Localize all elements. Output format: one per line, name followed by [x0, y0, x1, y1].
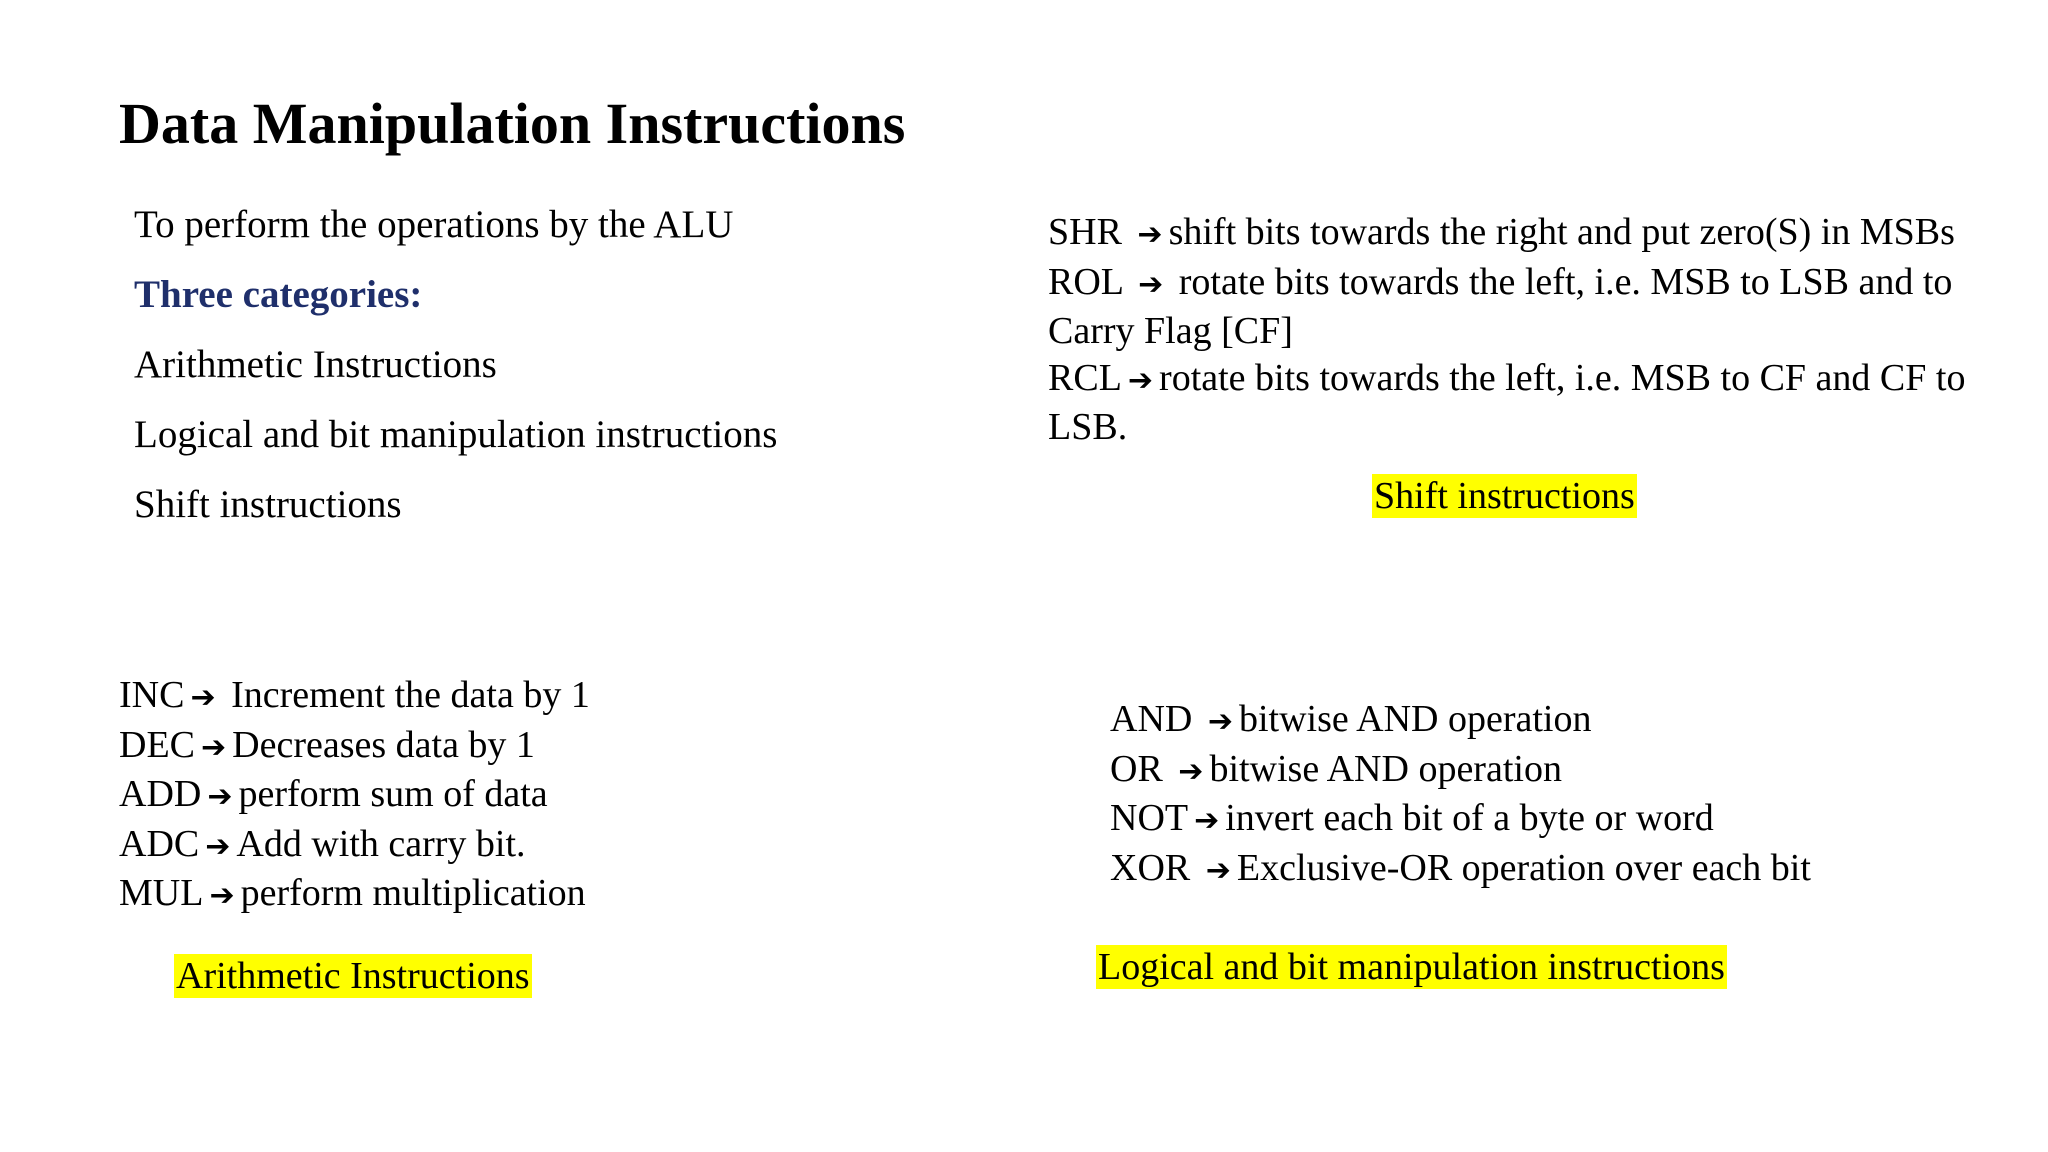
arith-item-mul: [119, 870, 590, 920]
op-description: perform multiplication: [240, 872, 586, 914]
op-description: invert each bit of a byte or word: [1225, 797, 1714, 839]
op-code: MUL: [119, 872, 204, 914]
logic-item-xor: [1110, 845, 1811, 895]
intro-line: To perform the operations by the ALU: [134, 203, 734, 246]
right-arrow-icon: ➔: [1127, 362, 1154, 398]
arith-item-add: [119, 771, 590, 821]
slide-title: Data Manipulation Instructions: [119, 91, 906, 156]
logic-item-not: [1110, 795, 1811, 845]
right-arrow-icon: ➔: [207, 779, 233, 814]
op-description: Add with carry bit.: [236, 822, 526, 865]
op-code: RCL: [1048, 356, 1122, 399]
arithmetic-instructions-list: [119, 672, 590, 920]
intro-section: [134, 190, 777, 540]
op-code: ADC: [119, 822, 200, 865]
op-description: Decreases data by 1: [232, 723, 535, 766]
logic-item-and: [1110, 696, 1811, 746]
arith-item-dec: [119, 722, 590, 772]
right-arrow-icon: ➔: [205, 828, 231, 864]
arithmetic-instructions-label: Arithmetic Instructions: [176, 955, 530, 997]
arith-item-inc: [119, 672, 590, 722]
op-description: rotate bits towards the left, i.e. MSB to CF and CF to LSB.: [1048, 356, 1966, 448]
logical-instructions-list: [1110, 696, 1811, 894]
op-description: bitwise AND operation: [1238, 698, 1592, 740]
right-arrow-icon: ➔: [1178, 753, 1204, 789]
shift-item-shr: [1048, 209, 2008, 259]
op-code: SHR: [1048, 211, 1122, 253]
op-code: NOT: [1110, 797, 1189, 839]
op-code: XOR: [1110, 846, 1191, 889]
right-arrow-icon: ➔: [201, 729, 227, 765]
shift-instructions-list: [1048, 209, 2008, 451]
right-arrow-icon: ➔: [1194, 803, 1220, 838]
op-code: AND: [1110, 698, 1193, 740]
shift-item-rol: [1048, 259, 2008, 355]
right-arrow-icon: ➔: [1138, 266, 1164, 302]
right-arrow-icon: ➔: [1207, 704, 1233, 739]
logical-instructions-label: Logical and bit manipulation instructions: [1098, 946, 1725, 988]
right-arrow-icon: ➔: [190, 680, 216, 715]
op-description: Exclusive-OR operation over each bit: [1236, 846, 1811, 889]
category-item-shift: Shift instructions: [134, 483, 402, 526]
op-description: rotate bits towards the left, i.e. MSB to LSB and to Carry Flag [CF]: [1048, 260, 1953, 352]
op-description: perform sum of data: [238, 773, 548, 815]
op-description: bitwise AND operation: [1209, 747, 1562, 790]
right-arrow-icon: ➔: [1205, 852, 1231, 888]
op-code: INC: [119, 674, 185, 716]
shift-item-rcl: [1048, 355, 2008, 451]
op-code: DEC: [119, 723, 195, 766]
categories-heading: Three categories:: [134, 273, 423, 316]
right-arrow-icon: ➔: [1137, 217, 1163, 252]
category-item-arithmetic: Arithmetic Instructions: [134, 343, 497, 386]
op-code: ADD: [119, 773, 202, 815]
category-item-logical: Logical and bit manipulation instructions: [134, 413, 778, 456]
op-description: shift bits towards the right and put zero(S) in MSBs: [1168, 211, 1955, 253]
op-code: ROL: [1048, 260, 1123, 303]
right-arrow-icon: ➔: [209, 878, 235, 913]
shift-instructions-label: Shift instructions: [1374, 475, 1635, 517]
op-code: OR: [1110, 747, 1163, 790]
arith-item-adc: [119, 821, 590, 871]
op-description: Increment the data by 1: [231, 674, 590, 716]
logic-item-or: [1110, 746, 1811, 796]
